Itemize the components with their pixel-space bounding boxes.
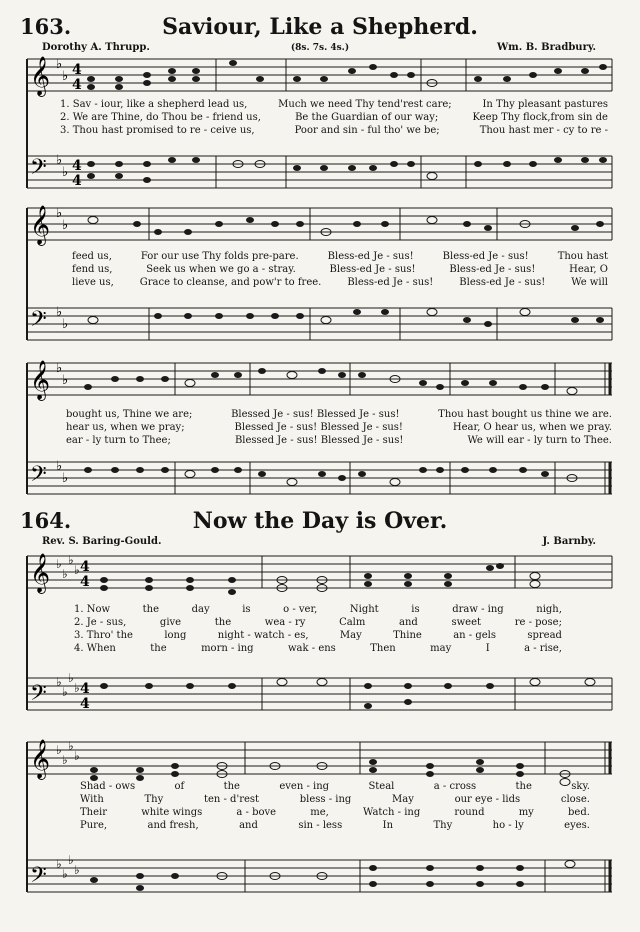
svg-text:♭: ♭ xyxy=(62,753,68,767)
svg-text:♭: ♭ xyxy=(74,863,80,877)
svg-text:♭: ♭ xyxy=(56,57,63,72)
bass-clef-icon: 𝄢 xyxy=(30,155,47,185)
svg-text:♭: ♭ xyxy=(56,153,63,168)
lyric-line-163-1-3: 3. Thou hast promised to re - ceive us, Poor and sin - ful tho' we be; Thou hast mer - cy to re - xyxy=(60,125,608,136)
svg-text:♭: ♭ xyxy=(74,681,80,695)
svg-text:♭: ♭ xyxy=(74,749,80,763)
lyric-line-163-2-2: fend us, Seek us when we go a - stray. Bless-ed Je - sus! Bless-ed Je - sus! Hear, O xyxy=(72,264,608,275)
svg-text:♭: ♭ xyxy=(62,218,69,233)
hymn-title: Now the Day is Over. xyxy=(192,508,448,534)
hymn-title: Saviour, Like a Shepherd. xyxy=(162,14,478,40)
lyric-line-163-3-2: hear us, when we pray; Blessed Je - sus! Blessed Je - sus! Hear, O hear us, when we pray. xyxy=(66,422,612,433)
svg-text:♭: ♭ xyxy=(68,553,74,567)
lyric-line-164-1-3: 3. Thro' the long night - watch - es, May Thine an - gels spread xyxy=(74,630,562,641)
svg-text:4: 4 xyxy=(80,696,90,712)
bass-clef-icon: 𝄢 xyxy=(30,681,47,711)
svg-text:4: 4 xyxy=(72,77,82,93)
svg-text:♭: ♭ xyxy=(56,675,62,689)
lyric-line-163-2-3: lieve us, Grace to cleanse, and pow'r to free. Bless-ed Je - sus! Bless-ed Je - sus! We will xyxy=(72,277,608,288)
svg-text:4: 4 xyxy=(72,173,82,189)
bass-clef-icon: 𝄢 xyxy=(30,863,47,893)
svg-text:♭: ♭ xyxy=(62,867,68,881)
svg-text:4: 4 xyxy=(80,574,90,590)
svg-text:♭: ♭ xyxy=(68,853,74,867)
treble-clef-icon: 𝄞 xyxy=(30,56,51,96)
treble-clef-icon: 𝄞 xyxy=(30,739,51,779)
svg-text:♭: ♭ xyxy=(68,739,74,753)
lyric-line-164-1-1: 1. Now the day is o - ver, Night is draw - ing nigh, xyxy=(74,604,562,615)
lyricist: Dorothy A. Thrupp. xyxy=(42,42,150,53)
svg-text:♭: ♭ xyxy=(56,557,62,571)
svg-text:4: 4 xyxy=(72,158,82,174)
svg-text:♭: ♭ xyxy=(68,671,74,685)
svg-text:♭: ♭ xyxy=(56,857,62,871)
svg-text:♭: ♭ xyxy=(74,563,80,577)
lyric-line-163-3-3: ear - ly turn to Thee; Blessed Je - sus! Blessed Je - sus! We will ear - ly turn to Thee. xyxy=(66,435,612,446)
lyric-line-164-2-4: Pure, and fresh, and sin - less In Thy ho - ly eyes. xyxy=(80,820,590,831)
lyric-line-164-1-4: 4. When the morn - ing wak - ens Then may I a - rise, xyxy=(74,643,562,654)
meter: (8s. 7s. 4s.) xyxy=(290,43,350,53)
treble-clef-icon: 𝄞 xyxy=(30,553,51,593)
bass-clef-icon: 𝄢 xyxy=(30,462,47,492)
svg-text:♭: ♭ xyxy=(62,373,69,388)
svg-text:♭: ♭ xyxy=(62,685,68,699)
svg-text:♭: ♭ xyxy=(56,206,63,221)
lyric-line-164-2-1: Shad - ows of the even - ing Steal a - cross the sky. xyxy=(80,781,590,792)
composer: Wm. B. Bradbury. xyxy=(496,42,596,53)
svg-text:4: 4 xyxy=(72,62,82,78)
svg-text:♭: ♭ xyxy=(62,567,68,581)
svg-text:♭: ♭ xyxy=(62,471,69,486)
svg-text:♭: ♭ xyxy=(62,165,69,180)
lyric-line-164-2-2: With Thy ten - d'rest bless - ing May our eye - lids close. xyxy=(80,794,590,805)
svg-text:♭: ♭ xyxy=(56,361,63,376)
lyric-line-163-2-1: feed us, For our use Thy folds pre-pare. Bless-ed Je - sus! Bless-ed Je - sus! Thou hast xyxy=(72,251,608,262)
svg-text:4: 4 xyxy=(80,681,90,697)
svg-text:♭: ♭ xyxy=(56,305,63,320)
svg-text:4: 4 xyxy=(80,559,90,575)
hymn-number: 163. xyxy=(20,14,72,39)
svg-text:♭: ♭ xyxy=(56,743,62,757)
treble-clef-icon: 𝄞 xyxy=(30,360,51,400)
bass-clef-icon: 𝄢 xyxy=(30,307,47,337)
hymn-number: 164. xyxy=(20,508,72,533)
lyricist: Rev. S. Baring-Gould. xyxy=(42,536,162,547)
composer: J. Barnby. xyxy=(542,536,596,547)
treble-clef-icon: 𝄞 xyxy=(30,205,51,245)
svg-text:♭: ♭ xyxy=(56,459,63,474)
svg-text:♭: ♭ xyxy=(62,317,69,332)
svg-text:♭: ♭ xyxy=(62,69,69,84)
lyric-line-163-1-1: 1. Sav - iour, like a shepherd lead us, Much we need Thy tend'rest care; In Thy pleasant pastures xyxy=(60,99,608,110)
lyric-line-163-1-2: 2. We are Thine, do Thou be - friend us, Be the Guardian of our way; Keep Thy flock,from sin de xyxy=(60,112,608,123)
lyric-line-164-2-3: Their white wings a - bove me, Watch - ing round my bed. xyxy=(80,807,590,818)
lyric-line-164-1-2: 2. Je - sus, give the wea - ry Calm and sweet re - pose; xyxy=(74,617,562,628)
lyric-line-163-3-1: bought us, Thine we are; Blessed Je - sus! Blessed Je - sus! Thou hast bought us thine we are. xyxy=(66,409,612,420)
